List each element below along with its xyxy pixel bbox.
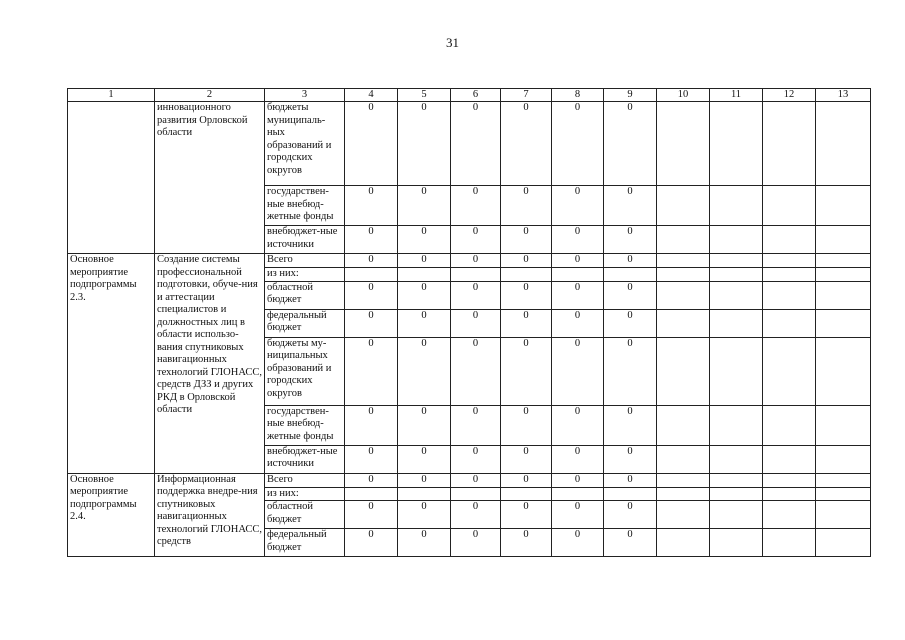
value-cell (552, 268, 604, 282)
empty-cell (763, 281, 816, 309)
value-cell: 0 (451, 254, 501, 268)
value-cell: 0 (451, 102, 501, 186)
value-cell: 0 (552, 102, 604, 186)
empty-cell (710, 445, 763, 473)
empty-cell (710, 529, 763, 557)
value-cell: 0 (398, 254, 451, 268)
funding-source-cell: государствен-ные внебюд-жетные фонды (265, 405, 345, 445)
value-cell: 0 (345, 226, 398, 254)
value-cell: 0 (345, 309, 398, 337)
column-header: 11 (710, 89, 763, 102)
value-cell: 0 (604, 445, 657, 473)
value-cell: 0 (398, 445, 451, 473)
empty-cell (710, 309, 763, 337)
activity-name-cell: Основное мероприятие подпрограммы 2.4. (68, 473, 155, 557)
funding-source-cell: бюджеты муниципаль-ных образований и городских округов (265, 102, 345, 186)
value-cell (345, 487, 398, 501)
value-cell: 0 (398, 473, 451, 487)
value-cell (451, 268, 501, 282)
empty-cell (657, 186, 710, 226)
value-cell: 0 (501, 405, 552, 445)
empty-cell (816, 186, 871, 226)
value-cell: 0 (451, 337, 501, 405)
empty-cell (763, 405, 816, 445)
value-cell: 0 (552, 281, 604, 309)
empty-cell (657, 309, 710, 337)
value-cell: 0 (604, 254, 657, 268)
column-header: 7 (501, 89, 552, 102)
funding-source-cell: областной бюджет (265, 281, 345, 309)
column-header: 12 (763, 89, 816, 102)
value-cell: 0 (501, 281, 552, 309)
value-cell (604, 268, 657, 282)
column-header: 9 (604, 89, 657, 102)
empty-cell (710, 268, 763, 282)
value-cell (552, 487, 604, 501)
value-cell: 0 (604, 102, 657, 186)
value-cell: 0 (345, 529, 398, 557)
empty-cell (763, 226, 816, 254)
value-cell: 0 (345, 473, 398, 487)
column-header: 6 (451, 89, 501, 102)
empty-cell (657, 268, 710, 282)
empty-cell (763, 102, 816, 186)
table-row (68, 254, 871, 268)
column-header: 13 (816, 89, 871, 102)
empty-cell (710, 186, 763, 226)
value-cell: 0 (345, 281, 398, 309)
empty-cell (763, 337, 816, 405)
value-cell (398, 487, 451, 501)
empty-cell (816, 226, 871, 254)
value-cell: 0 (345, 186, 398, 226)
empty-cell (816, 487, 871, 501)
empty-cell (710, 102, 763, 186)
column-header: 4 (345, 89, 398, 102)
value-cell: 0 (501, 254, 552, 268)
value-cell (345, 268, 398, 282)
value-cell: 0 (501, 186, 552, 226)
empty-cell (657, 102, 710, 186)
empty-cell (816, 102, 871, 186)
value-cell: 0 (604, 309, 657, 337)
empty-cell (710, 501, 763, 529)
value-cell: 0 (398, 102, 451, 186)
value-cell: 0 (345, 337, 398, 405)
empty-cell (657, 529, 710, 557)
empty-cell (816, 337, 871, 405)
funding-source-cell: бюджеты му-ниципальных образований и городских округов (265, 337, 345, 405)
value-cell: 0 (345, 501, 398, 529)
value-cell: 0 (604, 281, 657, 309)
funding-source-cell: внебюджет-ные источники (265, 445, 345, 473)
page-number: 31 (446, 35, 459, 50)
activity-description-cell: инновационного развития Орловской области (155, 102, 265, 254)
value-cell: 0 (398, 309, 451, 337)
value-cell: 0 (398, 281, 451, 309)
empty-cell (816, 445, 871, 473)
value-cell (398, 268, 451, 282)
value-cell: 0 (398, 405, 451, 445)
value-cell: 0 (345, 102, 398, 186)
empty-cell (657, 226, 710, 254)
empty-cell (816, 473, 871, 487)
value-cell: 0 (451, 186, 501, 226)
empty-cell (816, 309, 871, 337)
empty-cell (763, 186, 816, 226)
funding-source-cell: федеральный бюджет (265, 309, 345, 337)
column-header: 8 (552, 89, 604, 102)
value-cell: 0 (604, 501, 657, 529)
funding-source-cell: из них: (265, 487, 345, 501)
column-header: 3 (265, 89, 345, 102)
activity-description-cell: Создание системы профессиональной подготовки, обуче-ния и аттестации специалистов и должностных лиц в области использо-вания спутниковых навигационных технологий ГЛОНАСС, средств ДЗЗ и других РКД в Орловской области (155, 254, 265, 474)
funding-source-cell: Всего (265, 473, 345, 487)
empty-cell (763, 254, 816, 268)
empty-cell (710, 254, 763, 268)
activity-name-cell (68, 102, 155, 254)
table-row (68, 102, 871, 186)
column-header: 1 (68, 89, 155, 102)
empty-cell (816, 268, 871, 282)
empty-cell (710, 281, 763, 309)
empty-cell (657, 405, 710, 445)
value-cell: 0 (501, 337, 552, 405)
value-cell: 0 (345, 445, 398, 473)
value-cell: 0 (604, 405, 657, 445)
funding-source-cell: федеральный бюджет (265, 529, 345, 557)
empty-cell (816, 501, 871, 529)
value-cell: 0 (552, 226, 604, 254)
empty-cell (657, 445, 710, 473)
empty-cell (763, 487, 816, 501)
value-cell: 0 (345, 405, 398, 445)
value-cell (451, 487, 501, 501)
column-header: 10 (657, 89, 710, 102)
empty-cell (816, 529, 871, 557)
empty-cell (710, 337, 763, 405)
value-cell: 0 (451, 473, 501, 487)
value-cell: 0 (604, 337, 657, 405)
value-cell: 0 (604, 186, 657, 226)
value-cell: 0 (398, 337, 451, 405)
empty-cell (816, 254, 871, 268)
column-header: 5 (398, 89, 451, 102)
value-cell: 0 (552, 186, 604, 226)
empty-cell (710, 487, 763, 501)
value-cell: 0 (451, 445, 501, 473)
value-cell: 0 (552, 529, 604, 557)
table-row (68, 473, 871, 487)
value-cell: 0 (451, 529, 501, 557)
value-cell: 0 (501, 501, 552, 529)
value-cell: 0 (451, 405, 501, 445)
value-cell: 0 (552, 337, 604, 405)
empty-cell (710, 405, 763, 445)
empty-cell (657, 473, 710, 487)
header-row (68, 89, 871, 102)
value-cell: 0 (451, 309, 501, 337)
funding-source-cell: Всего (265, 254, 345, 268)
value-cell: 0 (552, 405, 604, 445)
budget-table (67, 88, 871, 557)
funding-source-cell: государствен-ные внебюд-жетные фонды (265, 186, 345, 226)
empty-cell (763, 309, 816, 337)
empty-cell (657, 487, 710, 501)
empty-cell (763, 445, 816, 473)
empty-cell (710, 226, 763, 254)
value-cell: 0 (604, 529, 657, 557)
value-cell: 0 (552, 501, 604, 529)
column-header: 2 (155, 89, 265, 102)
empty-cell (763, 268, 816, 282)
activity-description-cell: Информационная поддержка внедре-ния спутниковых навигационных технологий ГЛОНАСС, средств (155, 473, 265, 557)
value-cell: 0 (552, 309, 604, 337)
empty-cell (710, 473, 763, 487)
value-cell: 0 (398, 529, 451, 557)
value-cell: 0 (501, 529, 552, 557)
empty-cell (816, 281, 871, 309)
funding-source-cell: областной бюджет (265, 501, 345, 529)
value-cell (501, 268, 552, 282)
value-cell (604, 487, 657, 501)
value-cell: 0 (451, 281, 501, 309)
empty-cell (763, 473, 816, 487)
value-cell (501, 487, 552, 501)
value-cell: 0 (398, 226, 451, 254)
empty-cell (763, 501, 816, 529)
value-cell: 0 (552, 473, 604, 487)
empty-cell (816, 405, 871, 445)
value-cell: 0 (501, 445, 552, 473)
empty-cell (763, 529, 816, 557)
value-cell: 0 (552, 445, 604, 473)
value-cell: 0 (501, 309, 552, 337)
value-cell: 0 (501, 102, 552, 186)
value-cell: 0 (398, 186, 451, 226)
value-cell: 0 (604, 226, 657, 254)
activity-name-cell: Основное мероприятие подпрограммы 2.3. (68, 254, 155, 474)
value-cell: 0 (451, 501, 501, 529)
empty-cell (657, 337, 710, 405)
value-cell: 0 (345, 254, 398, 268)
value-cell: 0 (501, 473, 552, 487)
value-cell: 0 (552, 254, 604, 268)
value-cell: 0 (501, 226, 552, 254)
funding-source-cell: внебюджет-ные источники (265, 226, 345, 254)
value-cell: 0 (451, 226, 501, 254)
empty-cell (657, 281, 710, 309)
empty-cell (657, 254, 710, 268)
empty-cell (657, 501, 710, 529)
funding-source-cell: из них: (265, 268, 345, 282)
value-cell: 0 (604, 473, 657, 487)
value-cell: 0 (398, 501, 451, 529)
